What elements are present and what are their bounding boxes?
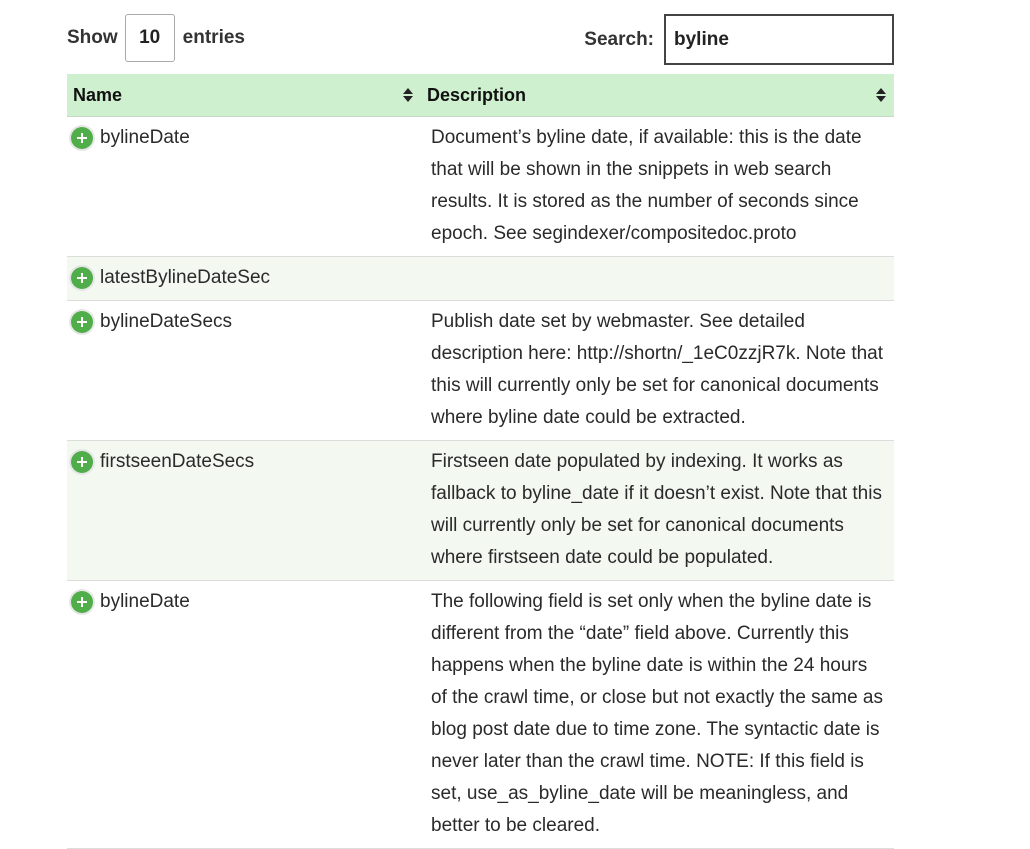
table-header-row (67, 74, 894, 117)
name-cell (67, 117, 421, 257)
name-cell (67, 301, 421, 441)
datatable-wrapper (67, 0, 894, 849)
attribute-name: latestBylineDateSec (100, 267, 271, 288)
column-header-description[interactable] (421, 74, 894, 117)
table-row (67, 581, 894, 849)
name-cell (67, 257, 421, 301)
plus-circle-icon[interactable] (71, 127, 93, 149)
attribute-name: bylineDateSecs (100, 311, 233, 332)
plus-circle-icon[interactable] (71, 451, 93, 473)
column-header-name[interactable] (67, 74, 421, 117)
table-row (67, 301, 894, 441)
search-label: Search: (584, 28, 654, 50)
attribute-name: firstseenDateSecs (100, 451, 255, 472)
plus-circle-icon[interactable] (71, 311, 93, 333)
column-header-description-label: Description (427, 84, 527, 105)
length-menu (67, 14, 245, 62)
sort-icon (403, 88, 413, 102)
plus-circle-icon[interactable] (71, 591, 93, 613)
sort-icon (876, 88, 886, 102)
search-box (584, 14, 894, 65)
column-header-name-label: Name (73, 84, 123, 105)
entries-per-page-select[interactable] (125, 14, 175, 62)
entries-per-page-value: 10 (139, 27, 161, 48)
description-cell: Document’s byline date, if available: this is the date that will be shown in the snippets in web search results. It is stored as the number of seconds since epoch. See segindexer/compositedoc.proto (421, 117, 894, 257)
table-body (67, 117, 894, 849)
table-controls (67, 0, 894, 74)
results-table (67, 74, 894, 849)
description-cell: Firstseen date populated by indexing. It works as fallback to byline_date if it doesn’t exist. Note that this will currently only be set for canonical documents where firstseen date could be populated. (421, 441, 894, 581)
description-cell: Publish date set by webmaster. See detailed description here: http://shortn/_1eC0zzjR7k. Note that this will currently only be set for canonical documents where byline date could be extracted. (421, 301, 894, 441)
name-cell (67, 441, 421, 581)
table-row (67, 117, 894, 257)
length-menu-suffix: entries (182, 27, 245, 48)
search-input[interactable] (664, 14, 894, 65)
attribute-name: bylineDate (100, 591, 190, 612)
name-cell (67, 581, 421, 849)
description-cell: The following field is set only when the byline date is different from the “date” field above. Currently this happens when the byline date is within the 24 hours of the crawl time, or close but not exactly the same as blog post date due to time zone. The syntactic date is never later than the crawl time. NOTE: If this field is set, use_as_byline_date will be meaningless, and better to be cleared. (421, 581, 894, 849)
description-cell (421, 257, 894, 301)
table-row (67, 257, 894, 301)
attribute-name: bylineDate (100, 127, 190, 148)
plus-circle-icon[interactable] (71, 267, 93, 289)
length-menu-prefix: Show (67, 27, 118, 48)
table-row (67, 441, 894, 581)
